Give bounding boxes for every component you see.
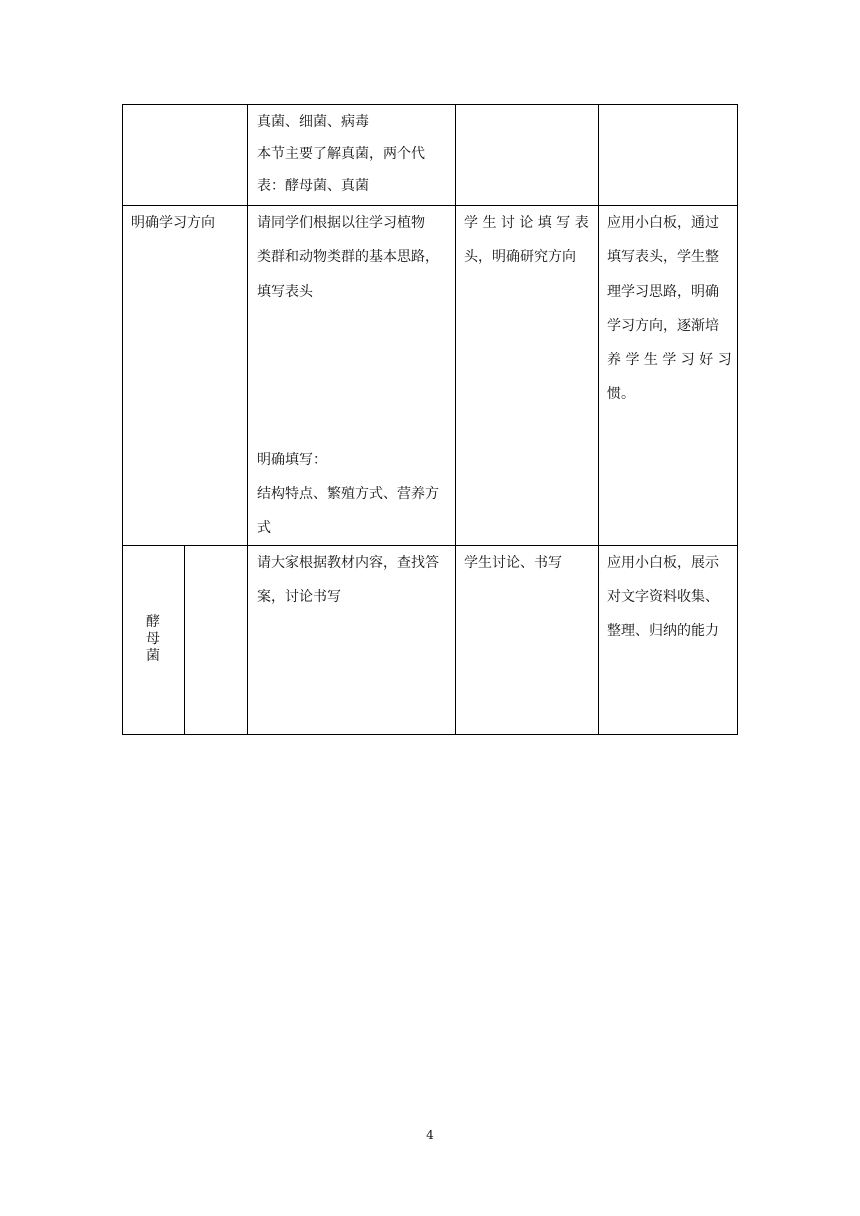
row2-teacher-line: 明确填写： bbox=[257, 452, 327, 468]
table-border-top bbox=[122, 104, 738, 105]
row3-teacher-line: 案，讨论书写 bbox=[257, 589, 341, 605]
row3-student-line: 学生讨论、书写 bbox=[464, 555, 562, 571]
row2-teacher-line: 结构特点、繁殖方式、营养方 bbox=[257, 486, 439, 502]
row2-intent-line: 学习方向，逐渐培 bbox=[607, 318, 719, 334]
table-border-bottom bbox=[122, 734, 738, 735]
row3-intent-line: 对文字资料收集、 bbox=[607, 589, 719, 605]
row3-teacher-line: 请大家根据教材内容，查找答 bbox=[257, 555, 439, 571]
row3-stage-label: 酵母菌 bbox=[146, 614, 160, 664]
table-border-left bbox=[122, 104, 123, 735]
col-divider-3 bbox=[598, 104, 599, 735]
row2-teacher-line: 式 bbox=[257, 520, 271, 536]
col-divider-2 bbox=[455, 104, 456, 735]
row2-teacher-line: 填写表头 bbox=[257, 284, 313, 300]
row2-intent-line: 填写表头，学生整 bbox=[607, 249, 719, 265]
col-divider-1 bbox=[247, 104, 248, 735]
row2-intent-line: 养 学 生 学 习 好 习 bbox=[607, 352, 732, 368]
col-divider-sub bbox=[184, 545, 185, 735]
row1-content-line: 本节主要了解真菌，两个代 bbox=[257, 146, 425, 162]
row3-intent-line: 应用小白板，展示 bbox=[607, 555, 719, 571]
row1-content-line: 表：酵母菌、真菌 bbox=[257, 178, 369, 194]
row2-teacher-line: 请同学们根据以往学习植物 bbox=[257, 215, 425, 231]
row-divider-2 bbox=[122, 545, 738, 546]
table-border-right bbox=[737, 104, 738, 735]
row2-intent-line: 应用小白板，通过 bbox=[607, 215, 719, 231]
row2-student-line: 学 生 讨 论 填 写 表 bbox=[464, 215, 589, 231]
row2-teacher-line: 类群和动物类群的基本思路， bbox=[257, 249, 439, 265]
row-divider-1 bbox=[122, 205, 738, 206]
row2-stage-label: 明确学习方向 bbox=[131, 215, 215, 231]
page-number: 4 bbox=[426, 1128, 434, 1142]
row2-intent-line: 惯。 bbox=[607, 386, 635, 402]
row1-content-line: 真菌、细菌、病毒 bbox=[257, 114, 369, 130]
row2-intent-line: 理学习思路，明确 bbox=[607, 284, 719, 300]
row2-student-line: 头，明确研究方向 bbox=[464, 249, 576, 265]
row3-intent-line: 整理、归纳的能力 bbox=[607, 623, 719, 639]
